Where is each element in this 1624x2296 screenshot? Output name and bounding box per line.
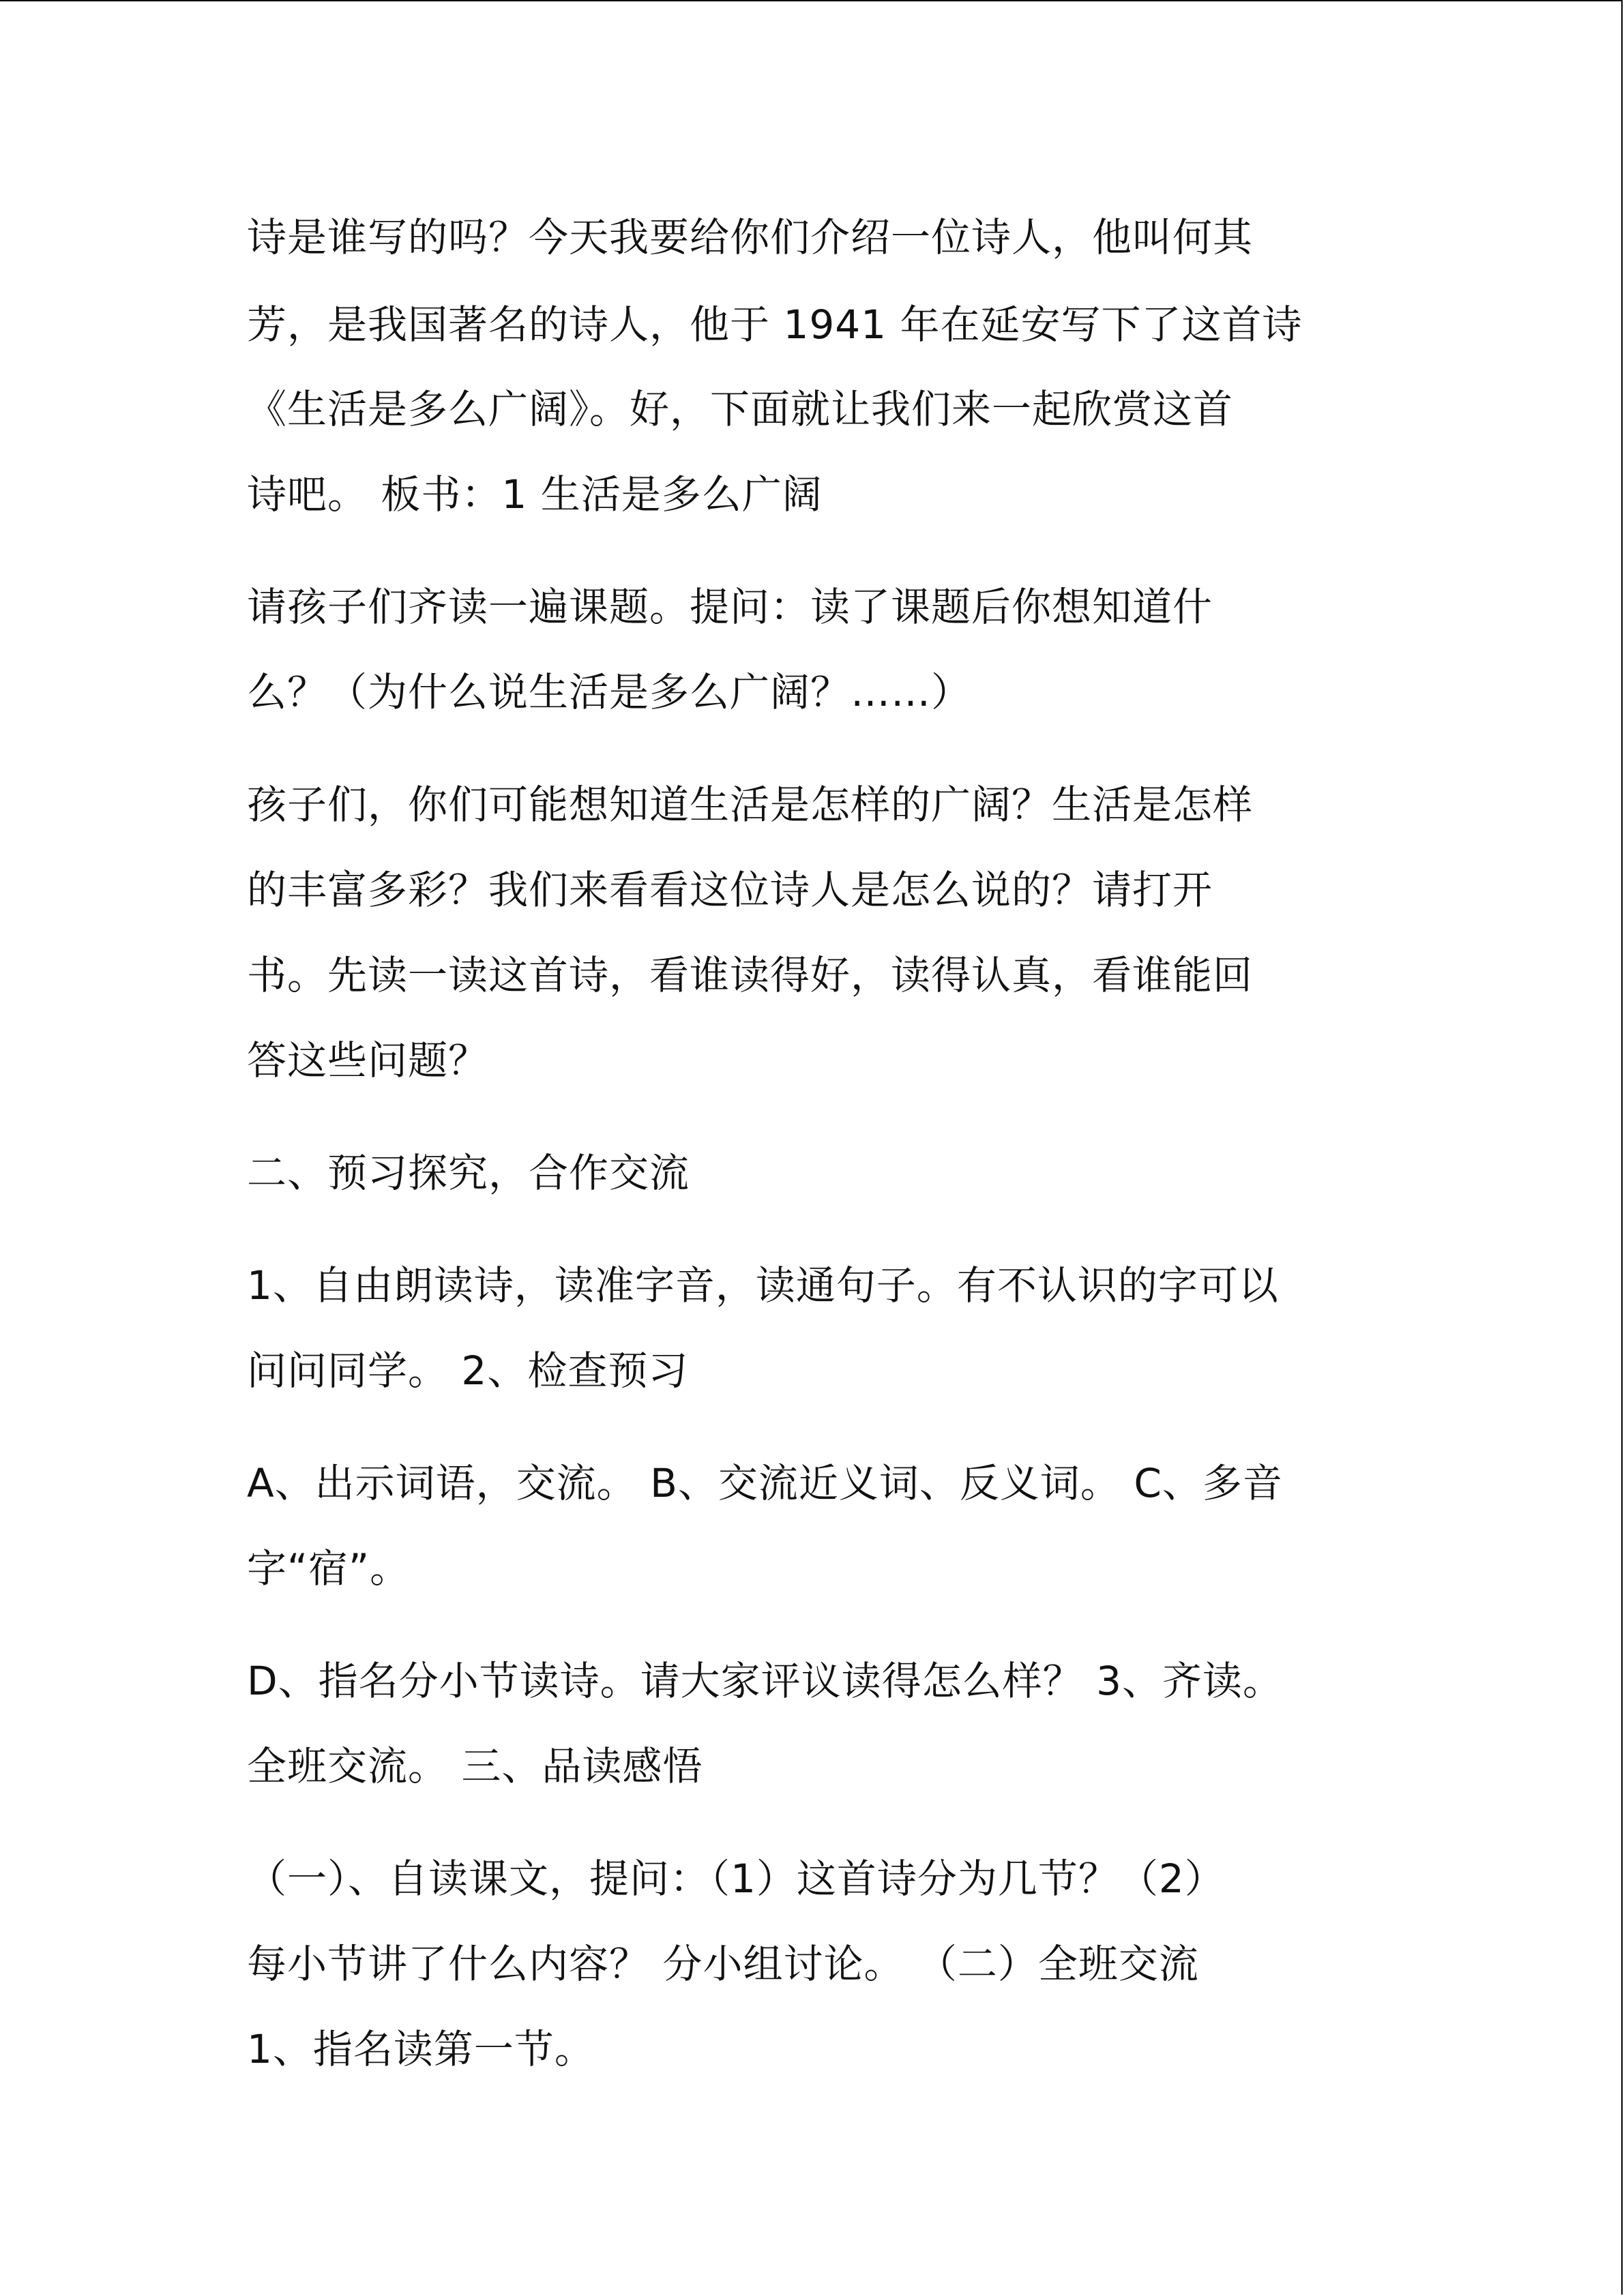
- text-line: A、出示词语，交流。 B、交流近义词、反义词。 C、多音: [247, 1460, 1283, 1506]
- text-line: 请孩子们齐读一遍课题。提问：读了课题后你想知道什: [247, 584, 1213, 630]
- text-line: 每小节讲了什么内容？ 分小组讨论。 （二）全班交流: [247, 1941, 1199, 1987]
- text-line: 全班交流。 三、品读感悟: [247, 1743, 703, 1789]
- text-line: （一）、自读课文，提问：（1）这首诗分为几节？（2）: [247, 1855, 1225, 1902]
- text-line: 《生活是多么广阔》。好，下面就让我们来一起欣赏这首: [247, 386, 1234, 432]
- text-line: 书。先读一读这首诗，看谁读得好，读得认真，看谁能回: [247, 952, 1254, 998]
- text-line: 问问同学。 2、检查预习: [247, 1347, 689, 1394]
- text-line: 诗吧。 板书：1 生活是多么广阔: [247, 471, 823, 518]
- section-heading: 二、预习探究，合作交流: [247, 1150, 690, 1196]
- text-line: 1、指名读第一节。: [247, 2026, 595, 2072]
- text-line: 答这些问题？: [247, 1037, 489, 1084]
- text-line: 孩子们，你们可能想知道生活是怎样的广阔？生活是怎样: [247, 781, 1254, 828]
- text-line: 的丰富多彩？我们来看看这位诗人是怎么说的？请打开: [247, 867, 1213, 913]
- text-line: 么？（为什么说生活是多么广阔？……）: [247, 669, 972, 715]
- text-line: D、指名分小节读诗。请大家评议读得怎么样？ 3、齐读。: [247, 1658, 1284, 1704]
- text-line: 芳，是我国著名的诗人，他于 1941 年在延安写下了这首诗: [247, 301, 1303, 348]
- text-line: 诗是谁写的吗？今天我要给你们介绍一位诗人，他叫何其: [247, 214, 1254, 260]
- text-line: 字“宿”。: [247, 1545, 411, 1592]
- text-line: 1、自由朗读诗，读准字音，读通句子。有不认识的字可以: [247, 1262, 1279, 1309]
